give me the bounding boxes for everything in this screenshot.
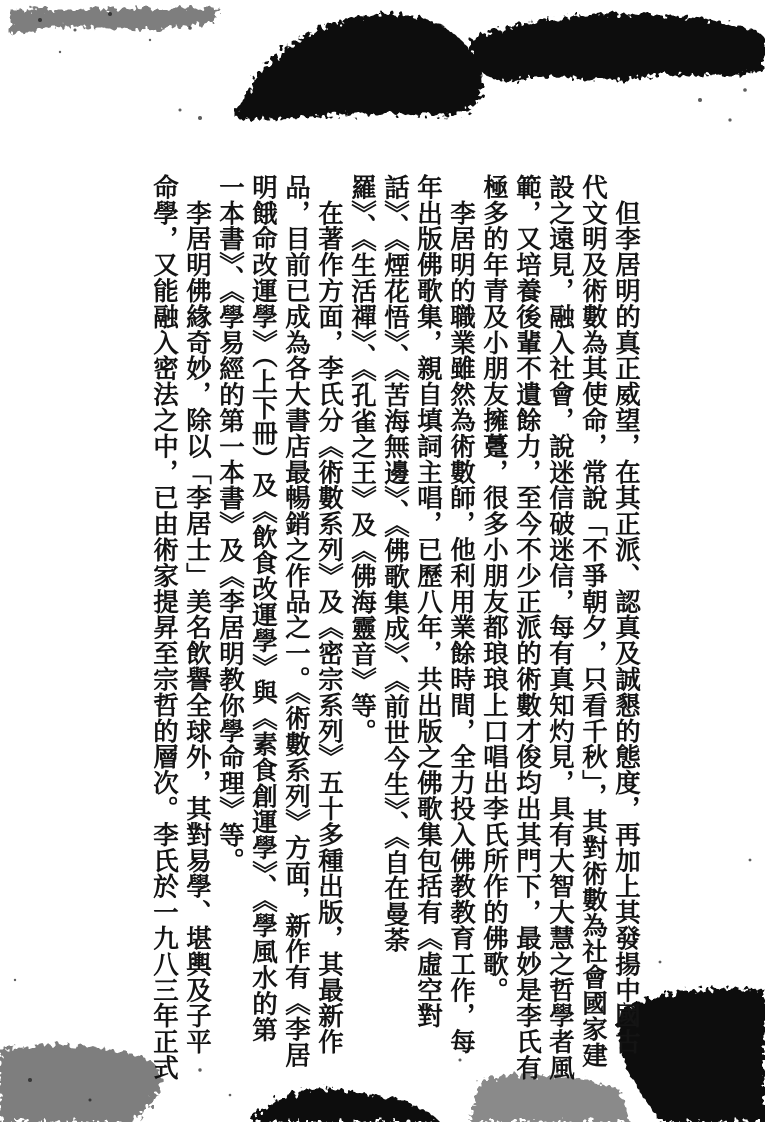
text-column-5: 極多的年青及小朋友擁躉，很多小朋友都琅琅上口唱出李氏所作的佛歌。 xyxy=(479,174,509,1003)
text-column-3: 設之遠見，融入社會，說迷信破迷信，每有真知灼見，具有大智大慧之哲學者風 xyxy=(545,174,575,1081)
text-column-11: 品，目前已成為各大書店最暢銷之作品之一。《術數系列》方面，新作有《李居 xyxy=(281,174,311,1068)
text-column-6: 李居明的職業雖然為術數師，他利用業餘時間，全力投入佛教教育工作，每 xyxy=(446,174,476,1055)
text-column-8: 話》、《煙花悟》、《苦海無邊》、《佛歌集成》、《前世今生》、《自在曼荼 xyxy=(380,174,410,953)
text-column-7: 年出版佛歌集，親自填詞主唱，已歷八年，共出版之佛歌集包括有《虛空對 xyxy=(413,174,443,1029)
text-column-12: 明餓命改運學》（上下冊）及《飲食改運學》與《素食創運學》、《學風水的第 xyxy=(248,174,278,1043)
text-column-14: 李居明佛緣奇妙，除以「李居士」美名飲譽全球外，其對易學、堪輿及子平 xyxy=(182,174,212,1055)
text-column-10: 在著作方面，李氏分《術數系列》及《密宗系列》五十多種出版，其最新作 xyxy=(314,174,344,1055)
text-column-13: 一本書》、《學易經的第一本書》及《李居明教你學命理》等。 xyxy=(215,174,245,874)
text-column-9: 羅》、《生活禪》、《孔雀之王》及《佛海靈音》等。 xyxy=(347,174,377,745)
text-column-1: 但李居明的真正威望，在其正派、認真及誠懇的態度，再加上其發揚中國古 xyxy=(611,174,641,1055)
text-column-15: 命學，又能融入密法之中，已由術家提昇至宗哲的層次。李氏於一九八三年正式 xyxy=(149,174,179,1081)
text-column-2: 代文明及術數為其使命，常說「不爭朝夕，只看千秋」，其對術數為社會國家建 xyxy=(578,174,608,1068)
text-column-4: 範，又培養後輩不遺餘力，至今不少正派的術數才俊均出其門下，最妙是李氏有 xyxy=(512,174,542,1081)
